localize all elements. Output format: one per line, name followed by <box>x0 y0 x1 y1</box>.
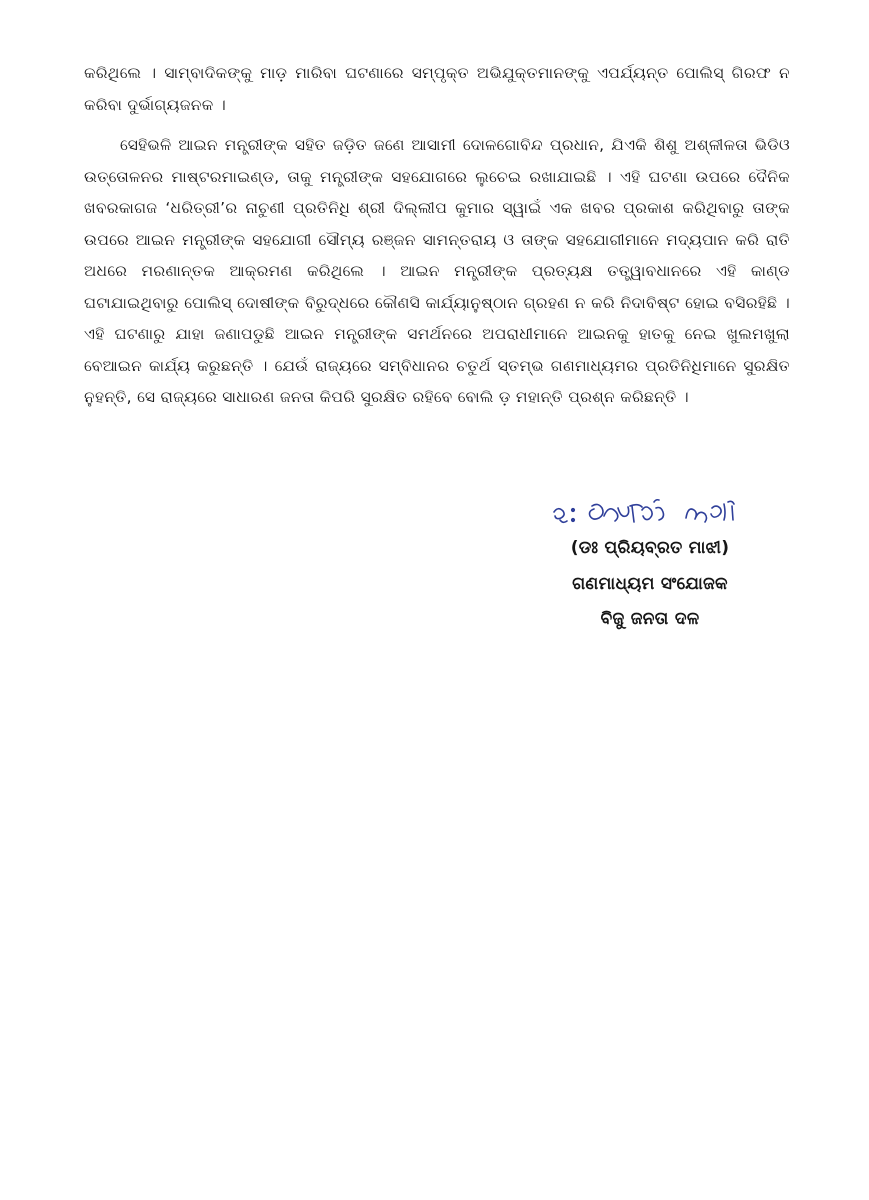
paragraph-2: ସେହିଭଳି ଆଇନ ମନ୍ତ୍ରୀଙ୍କ ସହିତ ଜଡ଼ିତ ଜଣେ ଆସାମୀ ଦୋଳଗୋବିନ୍ଦ ପ୍ରଧାନ, ଯିଏକି ଶିଶୁ ଅଶ୍ଳୀଳତା ଭିଡିଓ ଉତ୍ତୋଳନର ମାଷ୍ଟରମାଇଣ୍ଡ, ତାକୁ ମନ୍ତ୍ରୀଙ୍କ ସହଯୋଗରେ ଲୁଚେଇ ରଖାଯାଇଛି । ଏହି ଘଟଣା ଉପରେ ଦୈନିକ ଖବରକାଗଜ ‘ଧରିତ୍ରୀ’ର ନାଚୁଣୀ ପ୍ରତିନିଧି ଶ୍ରୀ ଦିଲ୍ଲୀପ କୁମାର ସ୍ୱାଇଁ ଏକ ଖବର ପ୍ରକାଶ କରିଥିବାରୁ ତାଙ୍କ ଉପରେ ଆଇନ ମନ୍ତ୍ରୀଙ୍କ ସହଯୋଗୀ ସୌମ୍ୟ ରଞ୍ଜନ ସାମନ୍ତରାୟ ଓ ତାଙ୍କ ସହଯୋଗୀମାନେ ମଦ୍ୟପାନ କରି ରାତି ଅଧରେ ମରଣାନ୍ତକ ଆକ୍ରମଣ କରିଥିଲେ । ଆଇନ ମନ୍ତ୍ରୀଙ୍କ ପ୍ରତ୍ୟକ୍ଷ ତତ୍ତ୍ୱାବଧାନରେ ଏହି କାଣ୍ଡ ଘଟାଯାଇଥିବାରୁ ପୋଲିସ୍ ଦୋଷୀଙ୍କ ବିରୁଦ୍ଧରେ କୌଣସି କାର୍ଯ୍ୟାନୁଷ୍ଠାନ ଗ୍ରହଣ ନ କରି ନିଦାବିଷ୍ଟ ହୋଇ ବସିରହିଛି । ଏହି ଘଟଣାରୁ ଯାହା ଜଣାପଡୁଛି ଆଇନ ମନ୍ତ୍ରୀଙ୍କ ସମର୍ଥନରେ ଅପରାଧୀମାନେ ଆଇନକୁ ହାତକୁ ନେଇ ଖୁଲମଖୁଲା ବେଆଇନ କାର୍ଯ୍ୟ କରୁଛନ୍ତି । ଯେଉଁ ରାଜ୍ୟରେ ସମ୍ବିଧାନର ଚତୁର୍ଥ ସ୍ତମ୍ଭ ଗଣମାଧ୍ୟମର ପ୍ରତିନିଧିମାନେ ସୁରକ୍ଷିତ ନୁହନ୍ତି, ସେ ରାଜ୍ୟରେ ସାଧାରଣ ଜନତା କିପରି ସୁରକ୍ଷିତ ରହିବେ ବୋଲି ଡ଼ ମହାନ୍ତି ପ୍ରଶ୍ନ କରିଛନ୍ତି । <box>84 136 790 406</box>
signatory-name: (ଡଃ ପ୍ରିୟବ୍ରତ ମାଝୀ) <box>570 538 730 558</box>
signatory-organization: ବିଜୁ ଜନତା ଦଳ <box>600 609 700 629</box>
paragraph-1: କରିଥିଲେ । ସାମ୍ବାଦିକଙ୍କୁ ମାଡ଼ ମାରିବା ଘଟଣାରେ ସମ୍ପୃକ୍ତ ଅଭିଯୁକ୍ତମାନଙ୍କୁ ଏପର୍ଯ୍ୟନ୍ତ ପୋଲିସ୍ ଗିରଫ ନ କରିବା ଦୁର୍ଭାଗ୍ୟଜନକ । <box>84 64 790 114</box>
press-release-body <box>84 58 790 414</box>
signatory-title: ଗଣମାଧ୍ୟମ ସଂଯୋଜକ <box>572 574 728 594</box>
handwritten-signature <box>546 496 746 536</box>
